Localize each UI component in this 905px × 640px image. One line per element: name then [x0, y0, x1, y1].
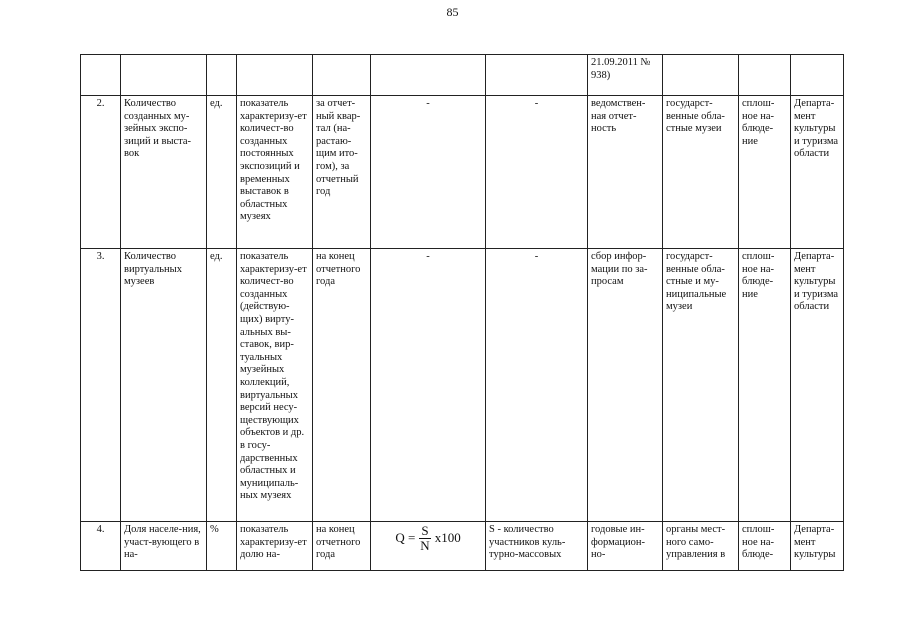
- cell-responsible: Департа-мент культуры и туризма области: [791, 96, 844, 249]
- cell-responsible: [791, 55, 844, 96]
- cell-method: [739, 55, 791, 96]
- cell-subject: государст-венные обла-стные и му-ниципальные музеи: [663, 249, 739, 522]
- formula: [395, 524, 460, 553]
- cell-variables: S - количество участников куль-турно-массовых: [486, 522, 588, 571]
- indicator-table: [80, 54, 844, 571]
- cell-unit: ед.: [207, 96, 237, 249]
- cell-subject: органы мест-ного само-управления в: [663, 522, 739, 571]
- cell-number: 4.: [81, 522, 121, 571]
- cell-source: годовые ин-формацион-но-: [588, 522, 663, 571]
- cell-indicator-name: Количество виртуальных музеев: [121, 249, 207, 522]
- cell-subject: государст-венные обла-стные музеи: [663, 96, 739, 249]
- cell-source: 21.09.2011 № 938): [588, 55, 663, 96]
- cell-unit: ед.: [207, 249, 237, 522]
- cell-period: [313, 55, 371, 96]
- table-row: [81, 249, 844, 522]
- table-row: [81, 96, 844, 249]
- cell-period: на конец отчетного года: [313, 249, 371, 522]
- cell-number: 2.: [81, 96, 121, 249]
- formula-numerator: S: [421, 523, 429, 538]
- cell-unit: [207, 55, 237, 96]
- formula-rhs: x100: [434, 530, 461, 546]
- cell-formula: [371, 55, 486, 96]
- table-row: [81, 522, 844, 571]
- cell-responsible: Департа-мент культуры: [791, 522, 844, 571]
- cell-variables: -: [486, 249, 588, 522]
- cell-responsible: Департа-мент культуры и туризма области: [791, 249, 844, 522]
- cell-variables: [486, 55, 588, 96]
- cell-variables: -: [486, 96, 588, 249]
- formula-lhs: Q =: [395, 530, 416, 546]
- cell-definition: показатель характеризу-ет количест-во созданных (действую-щих) вирту-альных вы-ставок, вир-туальных музейных коллекций, виртуальных версий несу-ществующих объектов и др. в госу-дарственных областных и муниципаль-ных музеях: [237, 249, 313, 522]
- formula-fraction: [418, 524, 431, 553]
- page-number: 85: [446, 5, 459, 19]
- cell-method: сплош-ное на-блюде-: [739, 522, 791, 571]
- cell-formula: [371, 522, 486, 571]
- cell-period: на конец отчетного года: [313, 522, 371, 571]
- cell-indicator-name: [121, 55, 207, 96]
- cell-unit: %: [207, 522, 237, 571]
- cell-definition: показатель характеризу-ет долю на-: [237, 522, 313, 571]
- cell-method: сплош-ное на-блюде-ние: [739, 96, 791, 249]
- cell-number: 3.: [81, 249, 121, 522]
- cell-subject: [663, 55, 739, 96]
- cell-method: сплош-ное на-блюде-ние: [739, 249, 791, 522]
- cell-formula: -: [371, 249, 486, 522]
- table-row: [81, 55, 844, 96]
- cell-definition: показатель характеризу-ет количест-во созданных постоянных экспозиций и временных выставок в областных музеях: [237, 96, 313, 249]
- formula-denominator: N: [420, 538, 430, 553]
- cell-source: ведомствен-ная отчет-ность: [588, 96, 663, 249]
- cell-number: [81, 55, 121, 96]
- cell-formula: -: [371, 96, 486, 249]
- cell-source: сбор инфор-мации по за-просам: [588, 249, 663, 522]
- cell-indicator-name: Доля населе-ния, участ-вующего в на-: [121, 522, 207, 571]
- cell-indicator-name: Количество созданных му-зейных экспо-зиций и выста-вок: [121, 96, 207, 249]
- cell-definition: [237, 55, 313, 96]
- cell-period: за отчет-ный квар-тал (на-растаю-щим ито-гом), за отчетный год: [313, 96, 371, 249]
